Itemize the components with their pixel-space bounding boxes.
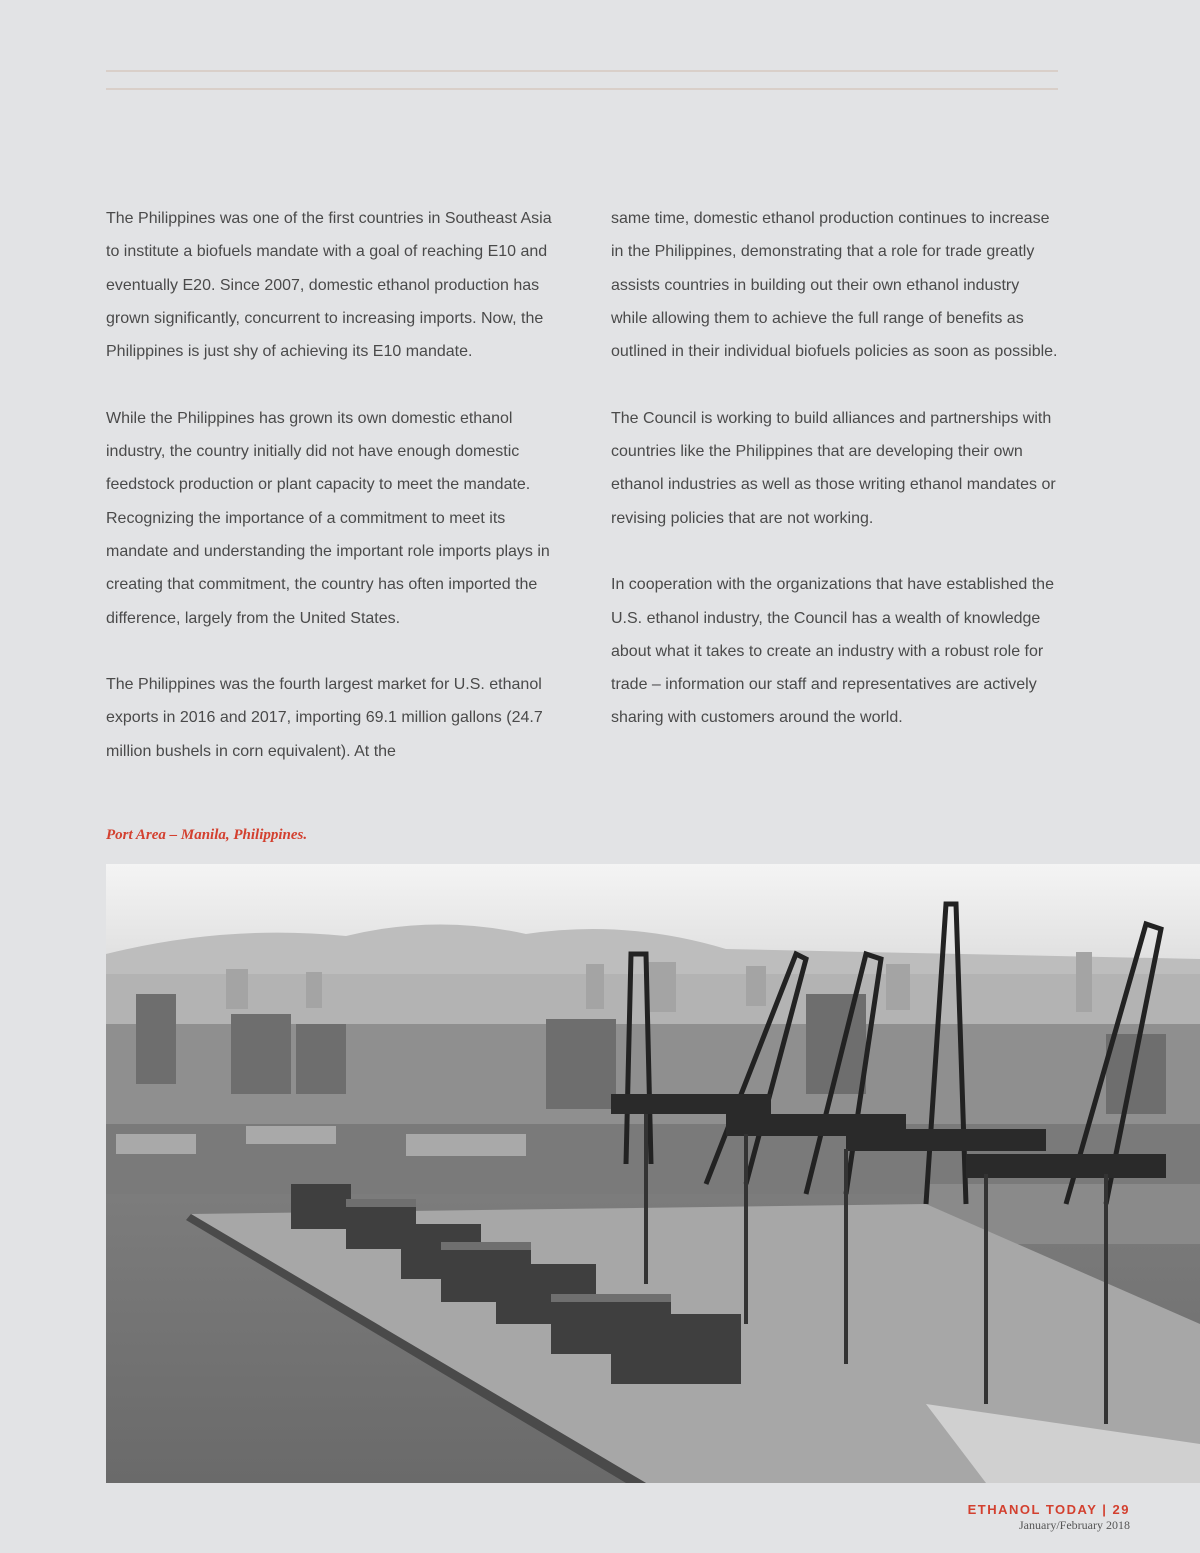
paragraph: In cooperation with the organizations that have established the U.S. ethanol industry, the Council has a wealth of knowledge about what it takes to create an industry with a robust role for trade – information our staff and representatives are actively sharing with customers around the world. <box>611 576 1054 727</box>
paragraph: The Council is working to build alliances and partnerships with countries like the Philippines that are developing their own ethanol industries as well as those writing ethanol mandates or revising policies that are not working. <box>611 409 1056 527</box>
paragraph: The Philippines was one of the first countries in Southeast Asia to institute a biofuels mandate with a goal of reaching E10 and eventually E20. Since 2007, domestic ethanol production has grown significantly, concurrent to increasing imports. Now, the Philippines is just shy of achieving its E10 mandate. <box>106 210 552 361</box>
header-rule-top <box>106 70 1058 72</box>
magazine-title-page-number: ETHANOL TODAY | 29 <box>967 1502 1130 1517</box>
paragraph: The Philippines was the fourth largest market for U.S. ethanol exports in 2016 and 2017, importing 69.1 million gallons (24.7 million bushels in corn equivalent). At the <box>106 676 543 760</box>
page-footer <box>968 1502 1130 1532</box>
photo-caption: Port Area – Manila, Philippines. <box>106 827 308 843</box>
issue-date: January/February 2018 <box>1019 1518 1130 1532</box>
port-photo-illustration <box>106 864 1200 1483</box>
port-photo <box>106 864 1200 1483</box>
article-column-left <box>106 202 566 801</box>
header-rule-bottom <box>106 88 1058 90</box>
paragraph: While the Philippines has grown its own domestic ethanol industry, the country initially did not have enough domestic feedstock production or plant capacity to meet the mandate. Recognizing the importance of a commitment to meet its mandate and understanding the important role imports plays in creating that commitment, the country has often imported the difference, largely from the United States. <box>106 409 550 627</box>
paragraph: same time, domestic ethanol production continues to increase in the Philippines, demonstrating that a role for trade greatly assists countries in building out their own ethanol industry while allowing them to achieve the full range of benefits as outlined in their individual biofuels policies as soon as possible. <box>611 210 1058 361</box>
article-column-right <box>611 202 1059 768</box>
